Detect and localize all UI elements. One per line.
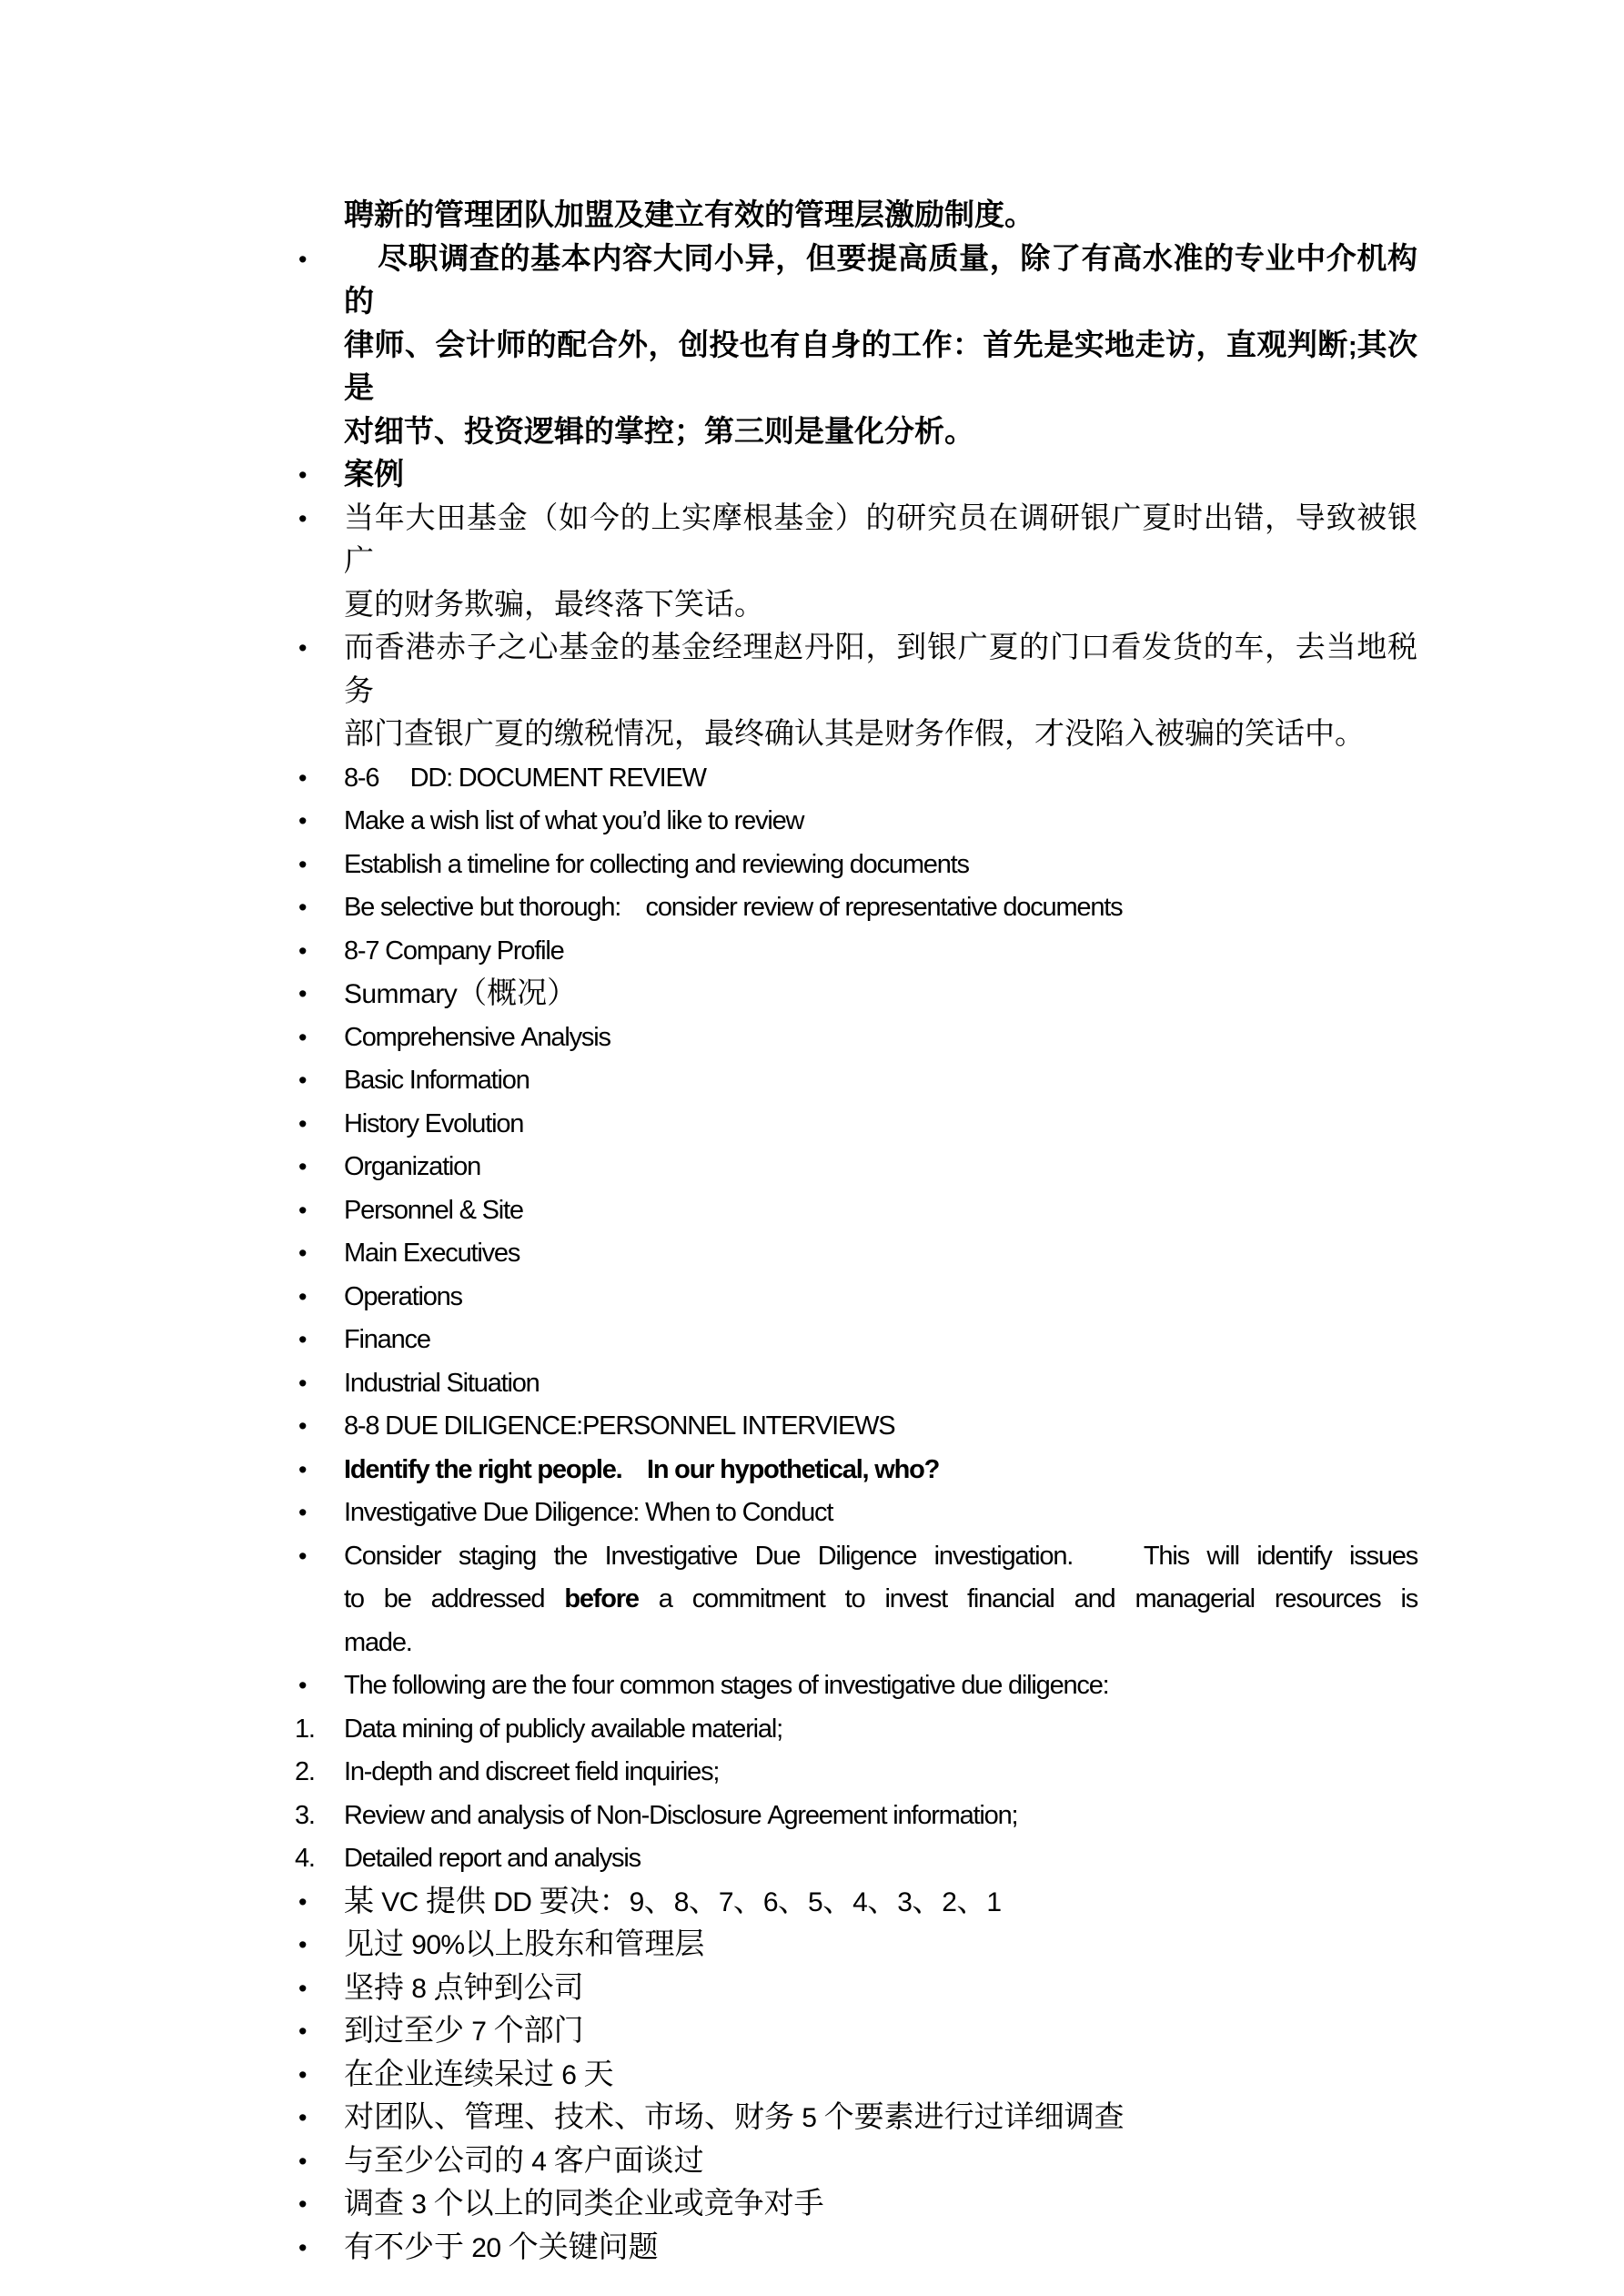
text-line [344,757,1417,801]
list-item [298,2054,1417,2098]
text-run: 、 [867,1885,898,1918]
bullet-marker: • [298,1887,308,1916]
latin-text-run: 6 [762,1886,778,1917]
text-line [344,1881,1417,1925]
bullet-marker: • [298,461,308,489]
list-item [298,757,1417,801]
text-run: 、 [822,1885,853,1918]
text-run: 、 [688,1885,719,1918]
latin-text-run: VC [381,1886,419,1917]
text-run: 8-8 DUE DILIGENCE:PERSONNEL INTERVIEWS [344,1411,895,1441]
document-body [295,195,1418,2270]
text-line [344,195,1417,238]
list-item [298,2227,1417,2271]
text-run: 部门查银广夏的缴税情况，最终确认其是财务作假，才没陷入被骗的笑话中。 [344,718,1365,751]
text-line [344,1146,1417,1189]
list-item [298,1232,1417,1276]
text-line [344,325,1417,411]
text-line [344,2054,1417,2098]
text-line [344,1664,1417,1708]
bullet-marker: • [298,764,308,792]
list-item [298,2183,1417,2227]
text-run: Consider staging the Investigative Due Diligence investigation. This will identify issues [344,1541,1417,1571]
text-run: Data mining of publicly available material; [344,1714,782,1744]
latin-text-run: 3 [411,2190,427,2220]
text-run: Establish a timeline for collecting and reviewing documents [344,849,969,879]
text-line [344,2097,1417,2140]
list-item [298,1924,1417,1967]
text-run: Identify the right people. In our hypothetical, who? [344,1454,940,1484]
text-line [344,886,1417,930]
number-marker: 1. [295,1714,315,1744]
list-item [298,1881,1417,1925]
text-run: 有不少于 [344,2230,472,2264]
list-item [298,454,1417,498]
text-line [344,1232,1417,1276]
text-run: made. [344,1627,412,1657]
number-marker: 4. [295,1844,315,1873]
list-item [344,195,1417,238]
list-item [298,498,1417,628]
text-run: In-depth and discreet field inquiries; [344,1757,720,1786]
text-run: 天 [576,2058,614,2091]
text-line [344,1103,1417,1147]
text-line [344,1924,1417,1967]
list-item [298,886,1417,930]
bullet-marker: • [298,1067,308,1094]
list-item [298,1449,1417,1492]
list-item [298,238,1418,455]
text-run: Make a wish list of what you’d like to review [344,806,804,835]
bullet-marker: • [298,1455,308,1483]
text-run: Finance [344,1325,430,1354]
bullet-marker: • [298,2147,308,2175]
text-line [344,2227,1417,2271]
text-run: a commitment to invest financial and managerial resources is [638,1584,1418,1613]
latin-text-run: DD [493,1886,532,1917]
list-item [298,1492,1417,1535]
text-run: 对细节、投资逻辑的掌控；第三则是量化分析。 [344,415,974,449]
bullet-marker: • [298,807,308,834]
text-run: The following are the four common stages of investigative due diligence: [344,1671,1109,1700]
latin-text-run: 7 [471,2017,487,2047]
text-line [344,2140,1417,2184]
text-line [344,2183,1417,2227]
latin-text-run: 2 [942,1886,957,1917]
text-run: to be addressed [344,1584,565,1613]
text-line [344,1578,1417,1622]
text-line [344,454,1417,498]
text-line [344,973,1417,1017]
latin-text-run: Summary [344,979,458,1009]
text-line [344,1751,1417,1795]
latin-text-run: 5 [802,2103,817,2133]
list-item [298,930,1417,974]
latin-text-run: 8 [673,1886,689,1917]
text-run: 在企业连续呆过 [344,2058,562,2091]
latin-text-run: 6 [561,2059,577,2090]
text-run: Industrial Situation [344,1368,540,1398]
list-item [295,1795,1417,1838]
text-run: 某 [344,1885,382,1918]
text-run: 个要素进行过详细调查 [816,2101,1125,2134]
text-run: 个关键问题 [500,2230,659,2264]
text-line [344,1967,1417,2011]
list-item [298,1189,1417,1233]
text-line [344,930,1417,974]
list-item [298,1276,1417,1320]
text-run: 、 [912,1885,943,1918]
bullet-marker: • [298,1412,308,1440]
text-run: 点钟到公司 [426,1971,584,2005]
text-run: 尽职调查的基本内容大同小异，但要提高质量，除了有高水准的专业中介机构的 [344,242,1417,319]
text-run: 到过至少 [344,2015,472,2048]
bullet-marker: • [298,1542,308,1570]
text-run: 个以上的同类企业或竞争对手 [426,2188,824,2220]
text-line [344,584,1417,628]
bullet-marker: • [298,245,308,273]
text-run: Personnel & Site [344,1195,523,1225]
bullet-marker: • [298,1369,308,1397]
text-line [344,2010,1417,2054]
text-line [344,1189,1417,1233]
latin-text-run: 90% [411,1930,465,1960]
text-run: Detailed report and analysis [344,1844,641,1873]
text-run: 客户面谈过 [546,2144,704,2178]
text-line [344,627,1417,713]
latin-text-run: 8 [411,1973,427,2004]
bullet-marker: • [298,1239,308,1267]
text-line [344,411,1417,455]
list-item [298,1059,1417,1103]
text-line [344,1795,1417,1838]
text-run: 个部门 [486,2015,584,2048]
text-run: 聘新的管理团队加盟及建立有效的管理层激励制度。 [344,199,1034,232]
text-run: 要决： [531,1885,630,1918]
latin-text-run: ; [1347,330,1357,361]
bullet-marker: • [298,1931,308,1958]
latin-text-run: 3 [897,1886,913,1917]
text-run: （概况） [457,977,578,1010]
text-run: 提供 [418,1885,494,1918]
list-item [298,1017,1417,1060]
text-run: Be selective but thorough: consider review of representative documents [344,893,1123,922]
list-item [295,1751,1417,1795]
bullet-marker: • [298,1974,308,2002]
text-line [344,800,1417,844]
list-item [298,1103,1417,1147]
text-line [344,1405,1417,1449]
bullet-marker: • [298,1109,308,1138]
text-line [344,1708,1417,1752]
bullet-marker: • [298,936,308,965]
bullet-marker: • [298,634,308,662]
text-line [344,1059,1417,1103]
text-run: Review and analysis of Non-Disclosure Agreement information; [344,1800,1018,1830]
text-run: Organization [344,1152,481,1181]
text-run: 8-6 DD: DOCUMENT REVIEW [344,763,706,793]
number-marker: 3. [295,1800,315,1830]
text-line [344,238,1417,325]
text-run: 当年大田基金（如今的上实摩根基金）的研究员在调研银广夏时出错，导致被银广 [344,501,1417,578]
bullet-marker: • [298,1153,308,1180]
text-line [344,844,1417,887]
latin-text-run: 9 [629,1886,644,1917]
list-item [298,973,1417,1017]
list-item [295,1708,1417,1752]
text-line [344,1622,1417,1665]
bullet-marker: • [298,850,308,878]
bullet-marker: • [298,2104,308,2131]
list-item [298,2097,1417,2140]
bullet-marker: • [298,1672,308,1699]
text-run: 调查 [344,2188,412,2220]
text-run: 以上股东和管理层 [464,1928,705,1961]
list-item [298,844,1417,887]
list-item [298,1664,1417,1708]
text-run: 案例 [344,459,404,491]
list-item [298,1535,1418,1665]
text-run: 律师、会计师的配合外，创投也有自身的工作：首先是实地走访，直观判断 [344,329,1348,362]
latin-text-run: 1 [986,1886,1002,1917]
bullet-marker: • [298,2233,308,2261]
bullet-marker: • [298,1196,308,1224]
list-item [298,1967,1417,2011]
text-run: Investigative Due Diligence: When to Conduct [344,1498,833,1527]
list-item [298,627,1417,757]
text-run: 夏的财务欺骗，最终落下笑话。 [344,588,764,622]
text-line [344,1535,1417,1579]
text-run: 对团队、管理、技术、市场、财务 [344,2101,802,2134]
text-run: 、 [956,1885,987,1918]
text-run: 8-7 Company Profile [344,936,564,966]
text-run: Comprehensive Analysis [344,1022,610,1052]
list-item [298,800,1417,844]
latin-text-run: 5 [808,1886,823,1917]
list-item [295,1837,1417,1881]
list-item [298,1146,1417,1189]
text-run: Main Executives [344,1239,520,1268]
bullet-marker: • [298,2060,308,2089]
bullet-marker: • [298,1326,308,1353]
text-line [344,1492,1417,1535]
text-run: Basic Information [344,1066,530,1095]
text-run: 坚持 [344,1971,412,2005]
bullet-marker: • [298,2018,308,2045]
latin-text-run: 4 [852,1886,868,1917]
text-run: 、 [778,1885,808,1918]
bullet-marker: • [298,1499,308,1526]
text-run: 而香港赤子之心基金的基金经理赵丹阳，到银广夏的门口看发货的车，去当地税务 [344,632,1417,708]
latin-text-run: 4 [531,2146,547,2177]
bullet-marker: • [298,980,308,1007]
latin-text-run: 20 [471,2232,501,2263]
text-run: 、 [732,1885,763,1918]
bullet-marker: • [298,2190,308,2218]
text-line [344,1276,1417,1320]
text-run: 其次是 [344,329,1418,405]
text-run: before [564,1584,639,1613]
text-run: Operations [344,1281,462,1311]
text-run: 、 [643,1885,674,1918]
list-item [298,1405,1417,1449]
number-marker: 2. [295,1757,315,1786]
text-line [344,498,1417,584]
list-item [298,2010,1417,2054]
list-item [298,1319,1417,1362]
bullet-marker: • [298,1023,308,1051]
text-line [344,1837,1417,1881]
text-line [344,713,1417,757]
text-run: 与至少公司的 [344,2144,532,2178]
bullet-marker: • [298,504,308,532]
bullet-marker: • [298,894,308,921]
text-run: 见过 [344,1928,412,1961]
list-item [298,1362,1417,1406]
text-line [344,1319,1417,1362]
latin-text-run: 7 [718,1886,733,1917]
text-line [344,1449,1417,1492]
bullet-marker: • [298,1282,308,1310]
text-line [344,1362,1417,1406]
text-run: History Evolution [344,1108,524,1138]
list-item [298,2140,1417,2184]
text-line [344,1017,1417,1060]
